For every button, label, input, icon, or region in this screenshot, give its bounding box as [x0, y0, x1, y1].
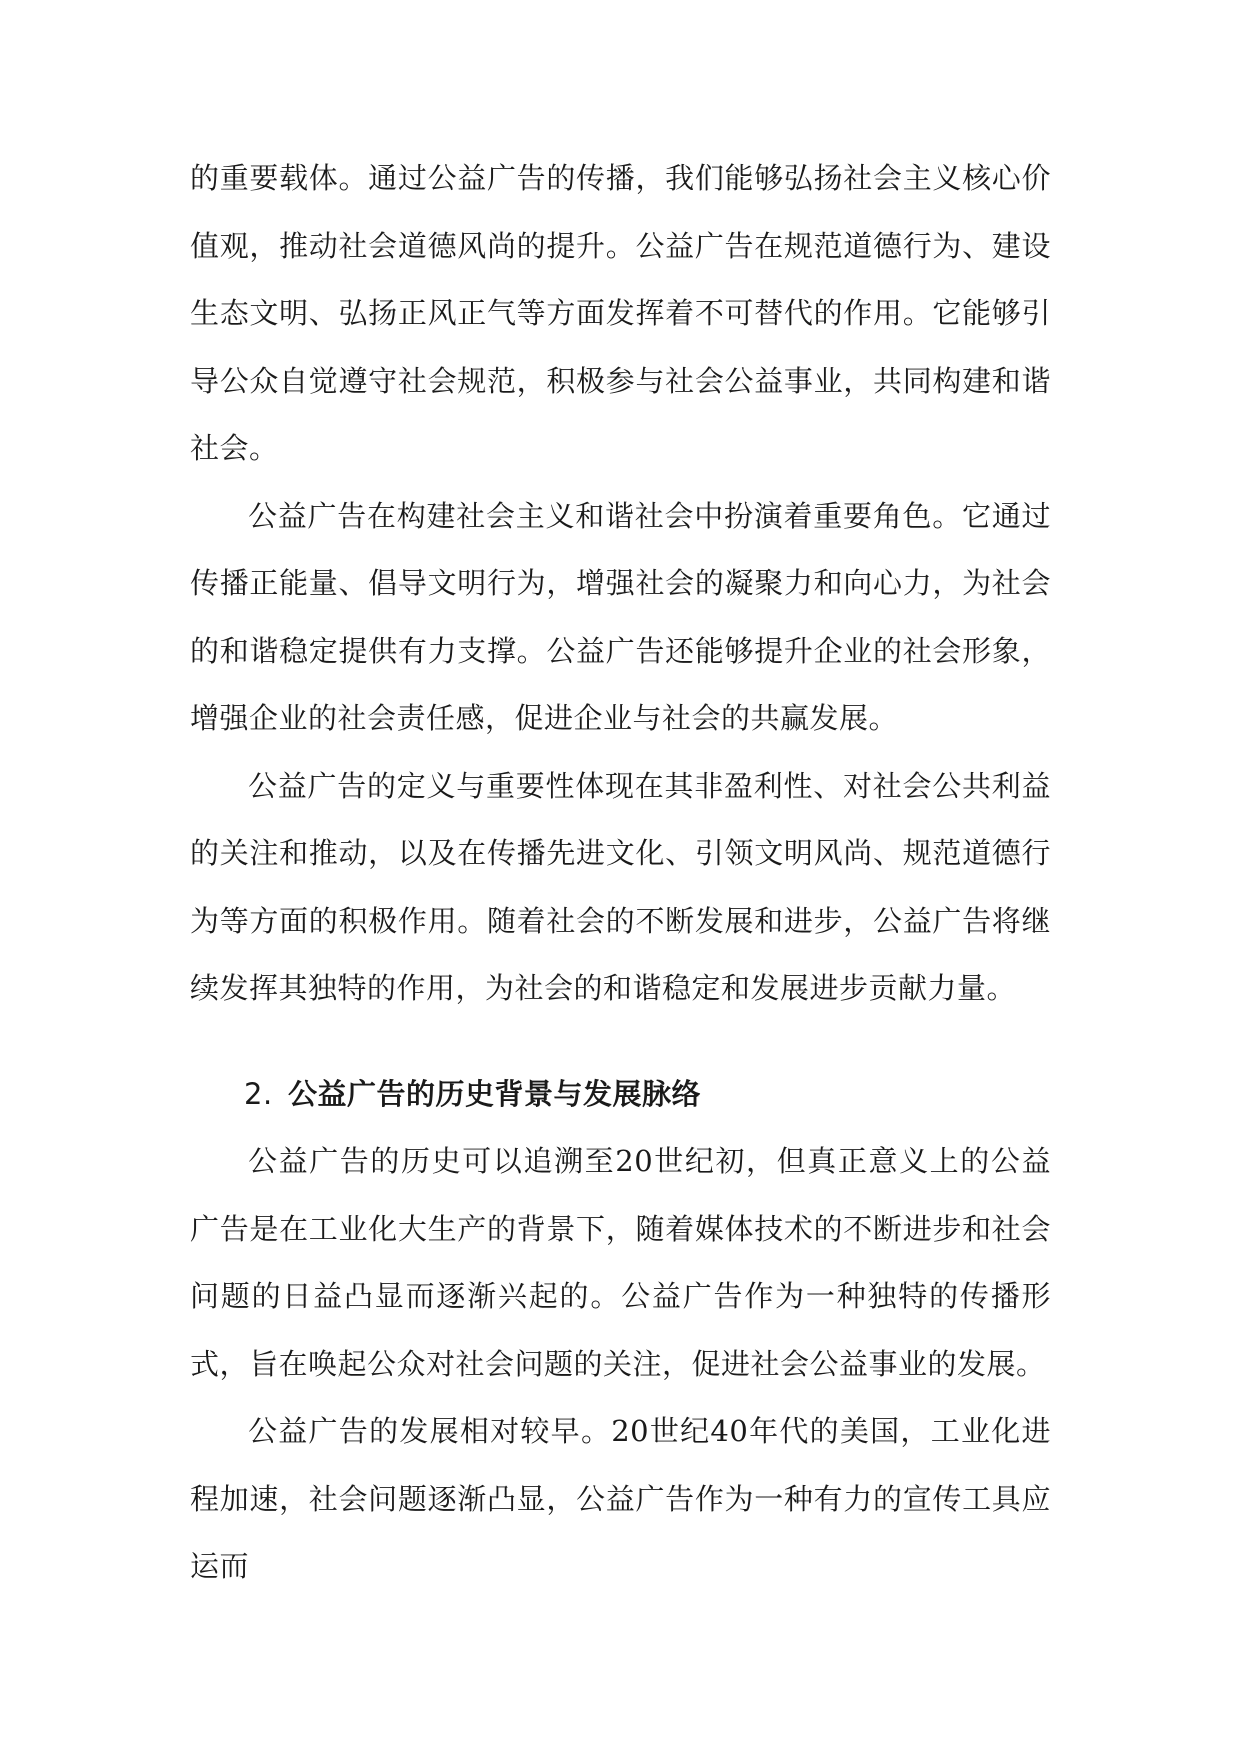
section-heading: [190, 1061, 1051, 1129]
paragraph-3: 公益广告的定义与重要性体现在其非盈利性、对社会公共利益的关注和推动，以及在传播先进文化、引领文明风尚、规范道德行为等方面的积极作用。随着社会的不断发展和进步，公益广告将继续发挥其独特的作用，为社会的和谐稳定和发展进步贡献力量。: [190, 768, 1051, 1005]
paragraph-5: 公益广告的发展相对较早。20世纪40年代的美国，工业化进程加速，社会问题逐渐凸显，公益广告作为一种有力的宣传工具应运而: [190, 1414, 1051, 1583]
section-number: 2.: [244, 1076, 273, 1111]
document-body: [190, 145, 1051, 1601]
paragraph-2: 公益广告在构建社会主义和谐社会中扮演着重要角色。它通过传播正能量、倡导文明行为，增强社会的凝聚力和向心力，为社会的和谐稳定提供有力支撑。公益广告还能够提升企业的社会形象，增强企业的社会责任感，促进企业与社会的共赢发展。: [190, 498, 1051, 735]
section-title: 公益广告的历史背景与发展脉络: [288, 1076, 702, 1111]
paragraph-1: 的重要载体。通过公益广告的传播，我们能够弘扬社会主义核心价值观，推动社会道德风尚的提升。公益广告在规范道德行为、建设生态文明、弘扬正风正气等方面发挥着不可替代的作用。它能够引导公众自觉遵守社会规范，积极参与社会公益事业，共同构建和谐社会。: [190, 161, 1051, 465]
paragraph-4: 公益广告的历史可以追溯至20世纪初，但真正意义上的公益广告是在工业化大生产的背景下，随着媒体技术的不断进步和社会问题的日益凸显而逐渐兴起的。公益广告作为一种独特的传播形式，旨在唤起公众对社会问题的关注，促进社会公益事业的发展。: [190, 1144, 1051, 1381]
